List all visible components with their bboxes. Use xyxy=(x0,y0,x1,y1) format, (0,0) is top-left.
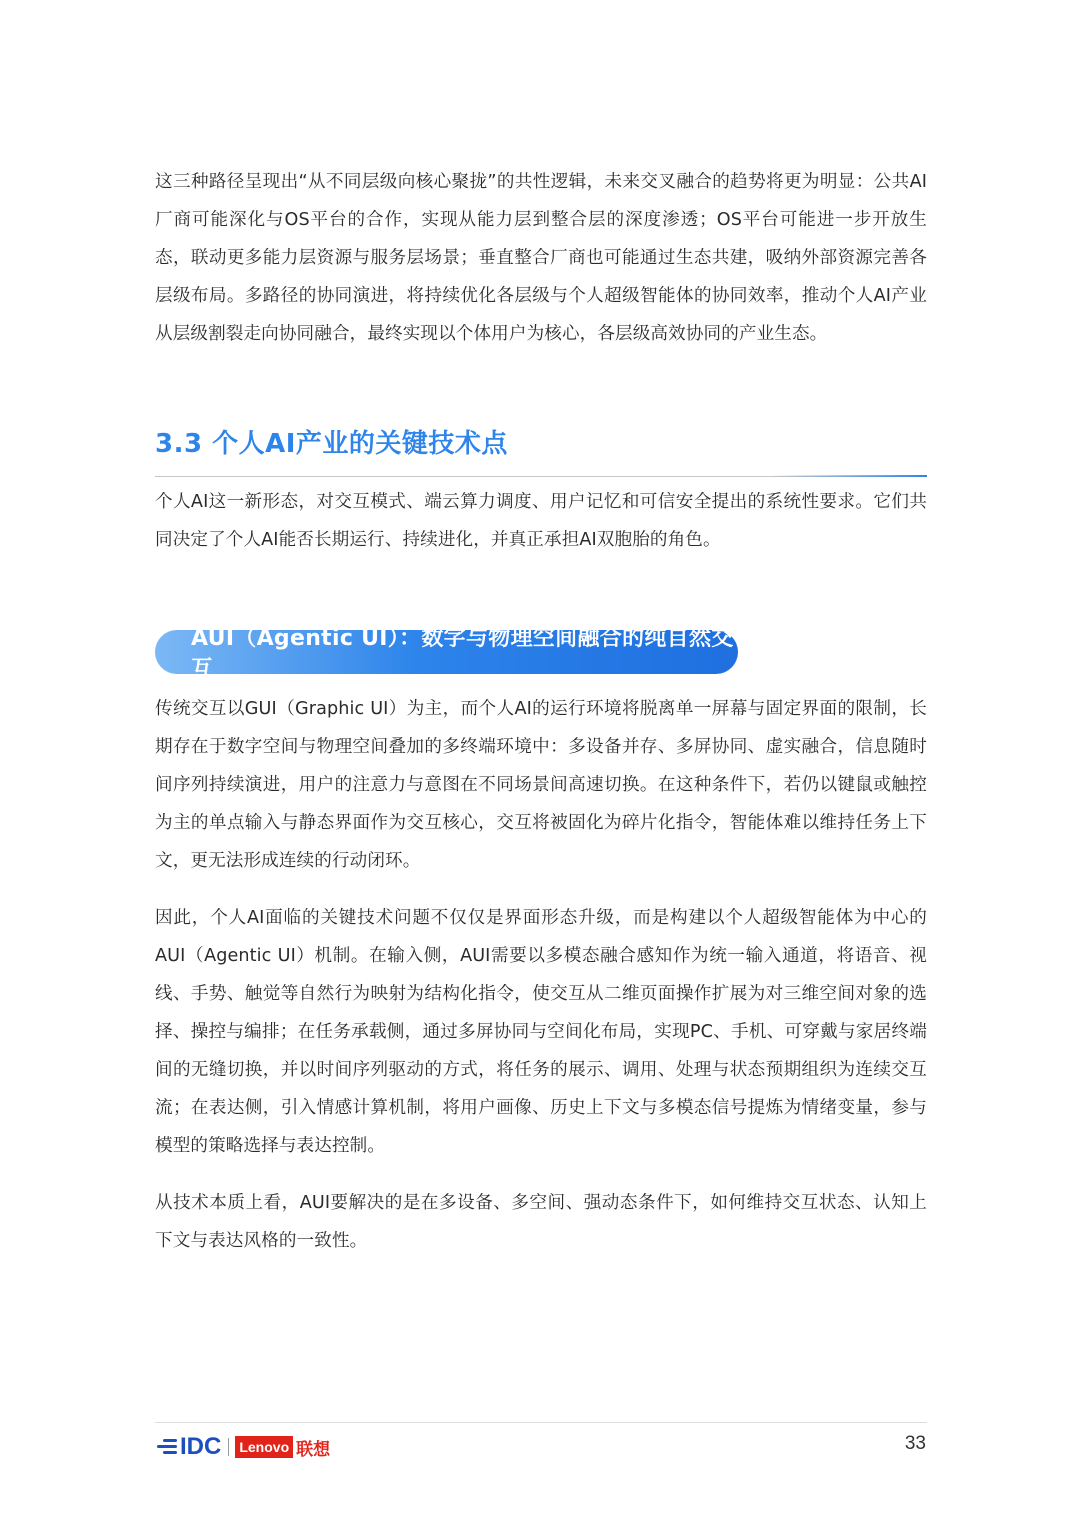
lenovo-logo: Lenovo xyxy=(235,1436,293,1458)
subsection-title-banner xyxy=(155,626,738,682)
intro-paragraph: 这三种路径呈现出“从不同层级向核心聚拢”的共性逻辑，未来交叉融合的趋势将更为明显：公共AI厂商可能深化与OS平台的合作，实现从能力层到整合层的深度渗透；OS平台可能进一步开放生态，联动更多能力层资源与服务层场景；垂直整合厂商也可能通过生态共建，吸纳外部资源完善各层级布局。多路径的协同演进，将持续优化各层级与个人超级智能体的协同效率，推动个人AI产业从层级割裂走向协同融合，最终实现以个体用户为核心，各层级高效协同的产业生态。 xyxy=(155,172,927,344)
aui-paragraph-3: 从技术本质上看，AUI要解决的是在多设备、多空间、强动态条件下，如何维持交互状态、认知上下文与表达风格的一致性。 xyxy=(155,1193,927,1251)
section-divider-accent xyxy=(770,475,927,477)
subsection-title: AUI（Agentic UI）：数字与物理空间融合的纯自然交互 xyxy=(191,626,734,682)
lenovo-chinese-logo: 联想 xyxy=(296,1439,331,1460)
section-heading: 3.3 个人AI产业的关键技术点 xyxy=(155,429,508,459)
logo-separator xyxy=(228,1438,229,1456)
idc-lines-icon xyxy=(155,1438,177,1456)
footer-logos xyxy=(155,1431,330,1463)
footer-divider xyxy=(155,1422,927,1423)
page-number: 33 xyxy=(904,1433,926,1454)
aui-paragraph-2: 因此，个人AI面临的关键技术问题不仅仅是界面形态升级，而是构建以个人超级智能体为中心的AUI（Agentic UI）机制。在输入侧，AUI需要以多模态融合感知作为统一输入通道，将语音、视线、手势、触觉等自然行为映射为结构化指令，使交互从二维页面操作扩展为对三维空间对象的选择、操控与编排；在任务承载侧，通过多屏协同与空间化布局，实现PC、手机、可穿戴与家居终端间的无缝切换，并以时间序列驱动的方式，将任务的展示、调用、处理与状态预期组织为连续交互流；在表达侧，引入情感计算机制，将用户画像、历史上下文与多模态信号提炼为情绪变量，参与模型的策略选择与表达控制。 xyxy=(155,908,927,1156)
section-paragraph: 个人AI这一新形态，对交互模式、端云算力调度、用户记忆和可信安全提出的系统性要求。它们共同决定了个人AI能否长期运行、持续进化，并真正承担AI双胞胎的角色。 xyxy=(155,492,927,550)
aui-paragraph-1: 传统交互以GUI（Graphic UI）为主，而个人AI的运行环境将脱离单一屏幕与固定界面的限制，长期存在于数字空间与物理空间叠加的多终端环境中：多设备并存、多屏协同、虚实融合，信息随时间序列持续演进，用户的注意力与意图在不同场景间高速切换。在这种条件下，若仍以键鼠或触控为主的单点输入与静态界面作为交互核心，交互将被固化为碎片化指令，智能体难以维持任务上下文，更无法形成连续的行动闭环。 xyxy=(155,699,927,871)
idc-logo: IDC xyxy=(180,1433,222,1460)
